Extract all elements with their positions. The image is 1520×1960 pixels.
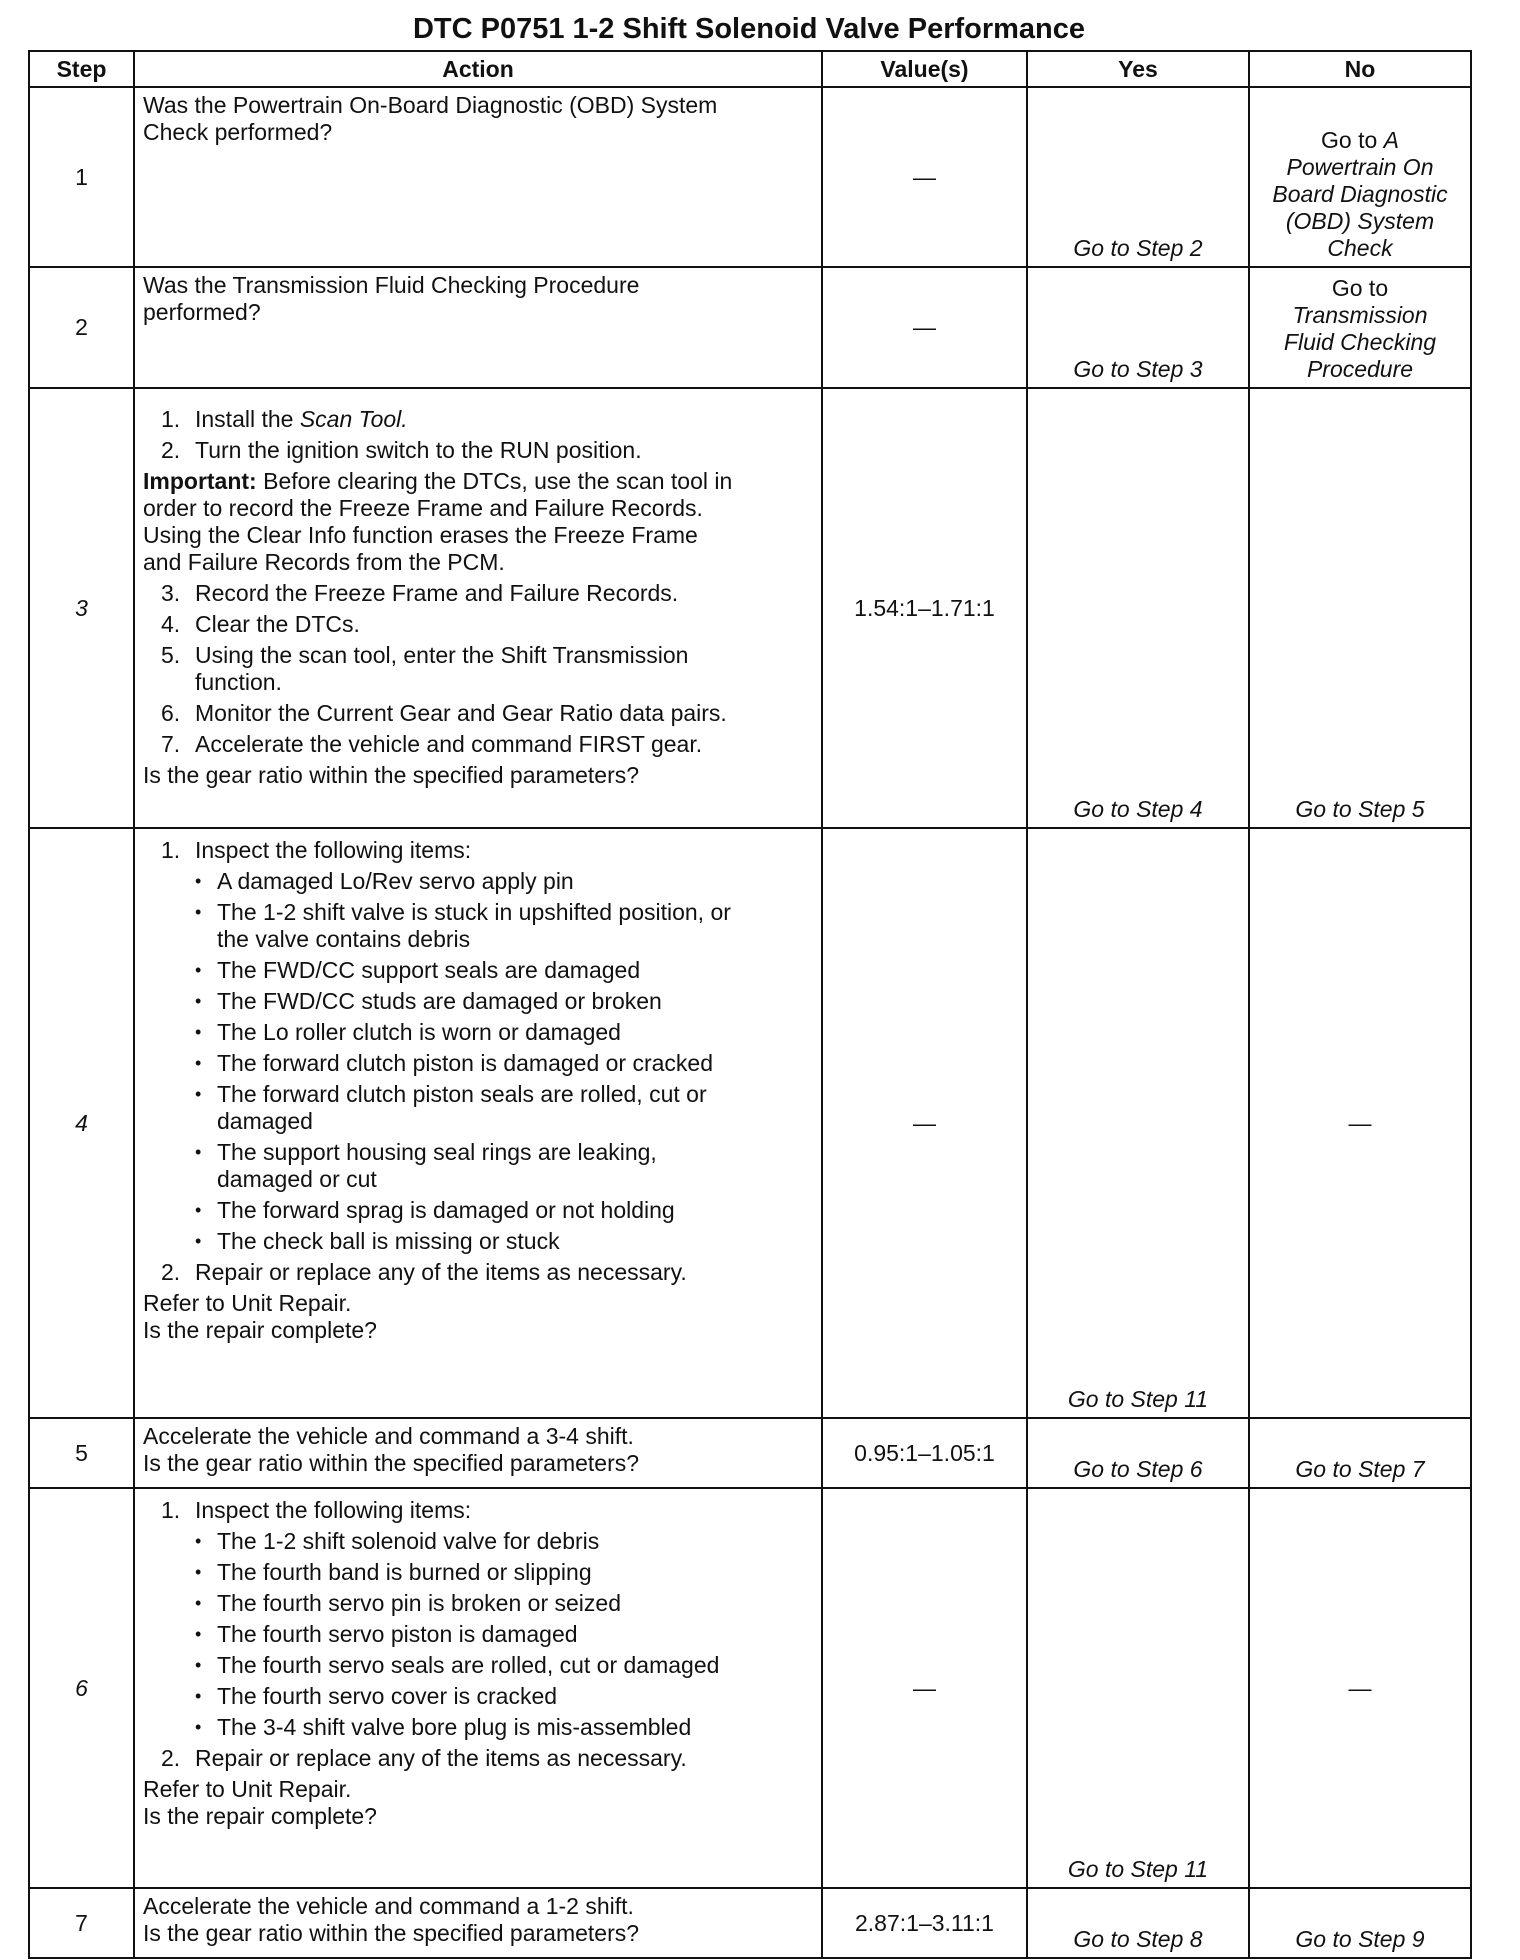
important-note-line: Using the Clear Info function erases the Freeze Frame bbox=[143, 522, 698, 548]
no-link[interactable]: Go to Step 5 bbox=[1249, 388, 1471, 828]
bullet-item: • The fourth servo piston is damaged bbox=[195, 1621, 578, 1647]
numbered-step: 3. Record the Freeze Frame and Failure Records. bbox=[161, 580, 679, 606]
yes-link[interactable]: Go to Step 6 bbox=[1027, 1418, 1249, 1488]
action-line: Was the Transmission Fluid Checking Procedure bbox=[143, 272, 640, 298]
yes-link[interactable]: Go to Step 3 bbox=[1027, 267, 1249, 388]
action-cell bbox=[134, 1488, 822, 1888]
step-number: 6 bbox=[29, 1488, 134, 1888]
bullet-item: • The FWD/CC support seals are damaged bbox=[195, 957, 641, 983]
action-line: Was the Powertrain On-Board Diagnostic (OBD) System bbox=[143, 92, 718, 118]
bullet-item: • The Lo roller clutch is worn or damaged bbox=[195, 1019, 621, 1045]
no-link[interactable]: Go to Step 7 bbox=[1249, 1418, 1471, 1488]
important-note-line: and Failure Records from the PCM. bbox=[143, 549, 505, 575]
refer-text: Refer to Unit Repair. bbox=[143, 1776, 352, 1802]
action-cell bbox=[134, 828, 822, 1418]
diagnostic-table bbox=[28, 50, 1472, 1959]
numbered-step: 4. Clear the DTCs. bbox=[161, 611, 360, 637]
bullet-item: • The fourth servo cover is cracked bbox=[195, 1683, 558, 1709]
value-cell: 0.95:1–1.05:1 bbox=[822, 1418, 1027, 1488]
table-row-step-5 bbox=[29, 1418, 1471, 1488]
document-title: DTC P0751 1-2 Shift Solenoid Valve Performance bbox=[412, 13, 1086, 45]
numbered-step: 2. Repair or replace any of the items as necessary. bbox=[161, 1745, 687, 1771]
numbered-step: 1. Inspect the following items: bbox=[161, 837, 472, 863]
no-text: Powertrain On bbox=[1286, 154, 1434, 180]
value-cell: — bbox=[822, 267, 1027, 388]
yes-link[interactable]: Go to Step 11 bbox=[1027, 828, 1249, 1418]
no-text: Go to bbox=[1331, 275, 1389, 301]
yes-link[interactable]: Go to Step 4 bbox=[1027, 388, 1249, 828]
action-cell bbox=[134, 1418, 822, 1488]
bullet-item: • The fourth servo pin is broken or seized bbox=[195, 1590, 621, 1616]
action-cell bbox=[134, 388, 822, 828]
numbered-step: 6. Monitor the Current Gear and Gear Ratio data pairs. bbox=[161, 700, 727, 726]
no-text: Go to bbox=[1321, 127, 1384, 153]
no-link[interactable] bbox=[1249, 87, 1471, 267]
value-cell: — bbox=[822, 87, 1027, 267]
bullet-item: • The forward clutch piston seals are rolled, cut or damaged bbox=[195, 1081, 707, 1134]
no-text: Transmission bbox=[1292, 302, 1428, 328]
table-row-step-2 bbox=[29, 267, 1471, 388]
action-cell bbox=[134, 87, 822, 267]
no-text: (OBD) System bbox=[1285, 208, 1435, 234]
bullet-item: • The FWD/CC studs are damaged or broken bbox=[195, 988, 662, 1014]
value-cell: — bbox=[822, 828, 1027, 1418]
table-row-step-4 bbox=[29, 828, 1471, 1418]
bullet-item: • The fourth band is burned or slipping bbox=[195, 1559, 592, 1585]
no-link[interactable] bbox=[1249, 267, 1471, 388]
table-row-step-3 bbox=[29, 388, 1471, 828]
no-text: A bbox=[1383, 127, 1399, 153]
no-text: Board Diagnostic bbox=[1272, 181, 1448, 207]
step-number: 1 bbox=[29, 87, 134, 267]
header-yes: Yes bbox=[1027, 51, 1249, 87]
step-number: 7 bbox=[29, 1888, 134, 1958]
no-link[interactable]: Go to Step 9 bbox=[1249, 1888, 1471, 1958]
table-row-step-1 bbox=[29, 87, 1471, 267]
bullet-item: • The forward clutch piston is damaged or cracked bbox=[195, 1050, 714, 1076]
action-cell bbox=[134, 267, 822, 388]
action-line: Accelerate the vehicle and command a 1-2 shift. bbox=[143, 1893, 634, 1919]
numbered-step: 5. Using the scan tool, enter the Shift Transmission function. bbox=[161, 642, 689, 695]
bullet-item: • The check ball is missing or stuck bbox=[195, 1228, 560, 1254]
step-number: 2 bbox=[29, 267, 134, 388]
numbered-step: 1. Inspect the following items: bbox=[161, 1497, 472, 1523]
question: Is the repair complete? bbox=[143, 1317, 377, 1343]
table-row-step-7 bbox=[29, 1888, 1471, 1958]
important-note: Important: Before clearing the DTCs, use the scan tool in bbox=[143, 468, 733, 494]
numbered-step: 2. Turn the ignition switch to the RUN position. bbox=[161, 437, 642, 463]
table-row-step-6 bbox=[29, 1488, 1471, 1888]
bullet-item: • The 1-2 shift solenoid valve for debris bbox=[195, 1528, 600, 1554]
action-line: Check performed? bbox=[143, 119, 333, 145]
action-cell bbox=[134, 1888, 822, 1958]
yes-link[interactable]: Go to Step 2 bbox=[1027, 87, 1249, 267]
no-text: Procedure bbox=[1306, 356, 1414, 382]
no-text: Fluid Checking bbox=[1283, 329, 1437, 355]
header-step: Step bbox=[29, 51, 134, 87]
no-text: Check bbox=[1327, 235, 1393, 261]
bullet-item: • A damaged Lo/Rev servo apply pin bbox=[195, 868, 574, 894]
value-cell: 2.87:1–3.11:1 bbox=[822, 1888, 1027, 1958]
header-no: No bbox=[1249, 51, 1471, 87]
step-number: 3 bbox=[29, 388, 134, 828]
question: Is the gear ratio within the specified parameters? bbox=[143, 1450, 640, 1476]
refer-text: Refer to Unit Repair. bbox=[143, 1290, 352, 1316]
numbered-step: 1. Install the Scan Tool. bbox=[161, 406, 408, 432]
action-line: Accelerate the vehicle and command a 3-4 shift. bbox=[143, 1423, 634, 1449]
bullet-item: • The 1-2 shift valve is stuck in upshifted position, or the valve contains debris bbox=[195, 899, 731, 952]
question: Is the repair complete? bbox=[143, 1803, 377, 1829]
value-cell: — bbox=[822, 1488, 1027, 1888]
bullet-item: • The forward sprag is damaged or not holding bbox=[195, 1197, 675, 1223]
no-cell: — bbox=[1249, 828, 1471, 1418]
no-cell: — bbox=[1249, 1488, 1471, 1888]
header-row bbox=[29, 51, 1471, 87]
numbered-step: 2. Repair or replace any of the items as necessary. bbox=[161, 1259, 687, 1285]
step-number: 4 bbox=[29, 828, 134, 1418]
yes-link[interactable]: Go to Step 11 bbox=[1027, 1488, 1249, 1888]
action-line: performed? bbox=[143, 299, 261, 325]
bullet-item: • The support housing seal rings are leaking, damaged or cut bbox=[195, 1139, 657, 1192]
value-cell: 1.54:1–1.71:1 bbox=[822, 388, 1027, 828]
numbered-step: 7. Accelerate the vehicle and command FIRST gear. bbox=[161, 731, 703, 757]
bullet-item: • The fourth servo seals are rolled, cut or damaged bbox=[195, 1652, 720, 1678]
question: Is the gear ratio within the specified parameters? bbox=[143, 1920, 640, 1946]
important-note-line: order to record the Freeze Frame and Failure Records. bbox=[143, 495, 703, 521]
header-action: Action bbox=[134, 51, 822, 87]
header-values: Value(s) bbox=[822, 51, 1027, 87]
bullet-item: • The 3-4 shift valve bore plug is mis-assembled bbox=[195, 1714, 692, 1740]
step-number: 5 bbox=[29, 1418, 134, 1488]
yes-link[interactable]: Go to Step 8 bbox=[1027, 1888, 1249, 1958]
question: Is the gear ratio within the specified parameters? bbox=[143, 762, 640, 788]
